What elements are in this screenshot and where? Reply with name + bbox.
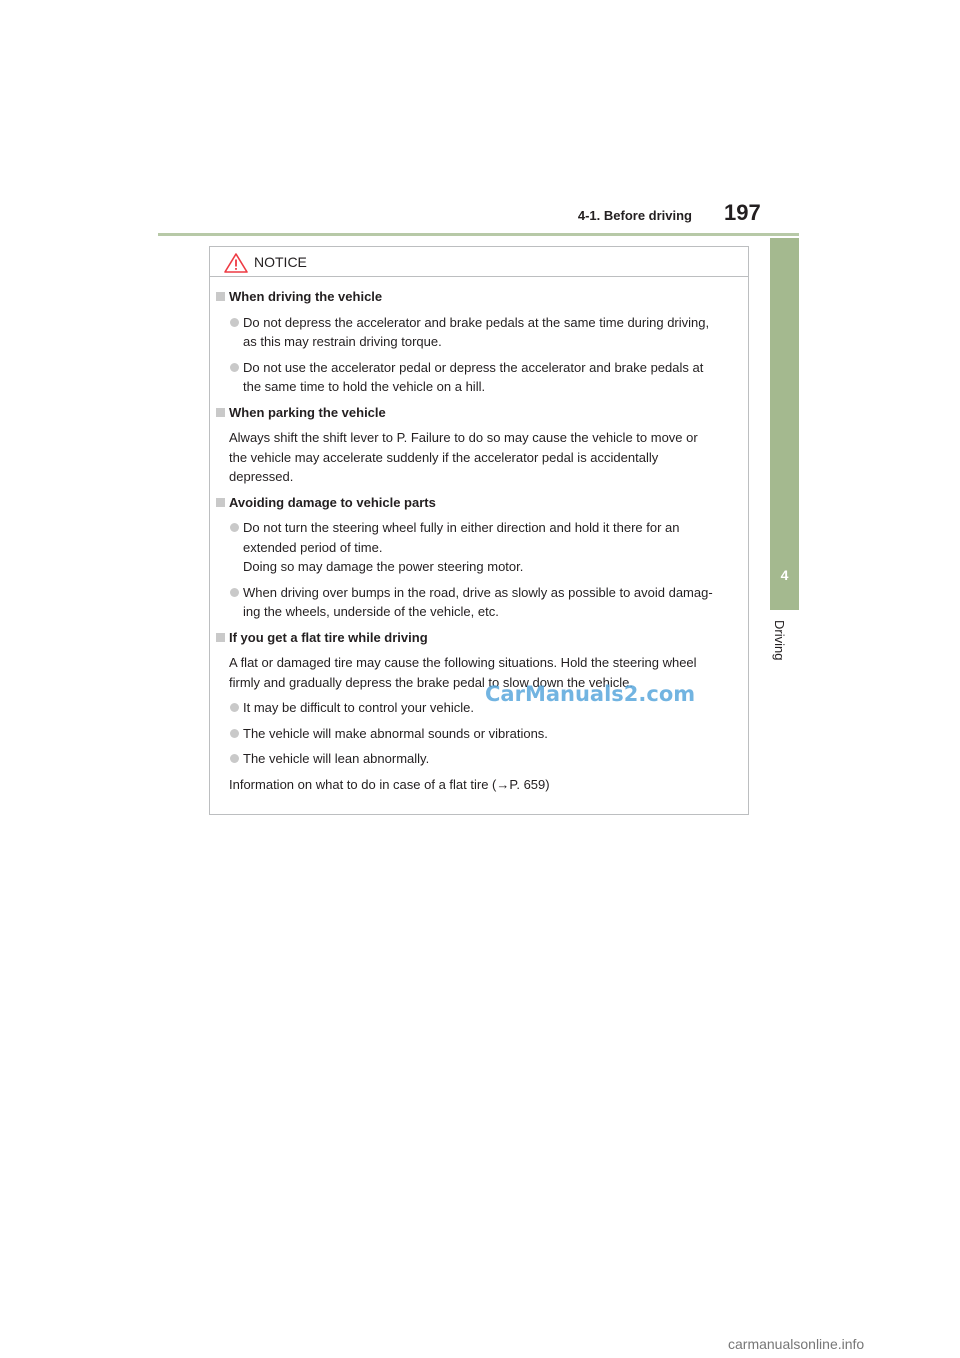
notice-content [210,287,748,800]
list-item: The vehicle will lean abnormally. [210,749,748,769]
round-bullet-icon [230,523,239,532]
round-bullet-icon [230,318,239,327]
round-bullet-icon [230,588,239,597]
list-item: When driving over bumps in the road, drive as slowly as possible to avoid damag- ing the wheels, underside of the vehicle, etc. [210,583,748,622]
list-item: It may be difficult to control your vehicle. [210,698,748,718]
round-bullet-icon [230,729,239,738]
round-bullet-icon [230,363,239,372]
chapter-label-text: Driving [772,620,787,661]
section-heading: Avoiding damage to vehicle parts [210,493,748,513]
cross-reference: Information on what to do in case of a flat tire (→P. 659) [229,776,550,792]
list-item: The vehicle will make abnormal sounds or vibrations. [210,724,748,744]
section-heading: When parking the vehicle [210,403,748,423]
chapter-label [764,620,804,680]
square-bullet-icon [216,408,225,417]
header-rule [158,233,799,236]
section-heading: When driving the vehicle [210,287,748,307]
page-number: 197 [724,200,761,225]
section-heading: If you get a flat tire while driving [210,628,748,648]
square-bullet-icon [216,633,225,642]
watermark: CarManuals2.com [485,682,696,706]
chapter-number: 4 [780,567,789,583]
list-item: Do not use the accelerator pedal or depress the accelerator and brake pedals at the same time to hold the vehicle on a hill. [210,358,748,397]
square-bullet-icon [216,292,225,301]
list-item: Do not turn the steering wheel fully in either direction and hold it there for an extended period of time. Doing so may damage the power steering motor. [210,518,748,577]
chapter-tab [770,238,799,610]
square-bullet-icon [216,498,225,507]
footer-watermark: carmanualsonline.info [728,1336,865,1352]
list-item: Do not depress the accelerator and brake pedals at the same time during driving, as this may restrain driving torque. [210,313,748,352]
warning-triangle-icon [224,253,248,273]
round-bullet-icon [230,703,239,712]
notice-box [209,246,749,815]
section-title: 4-1. Before driving [577,208,692,223]
paragraph: A flat or damaged tire may cause the following situations. Hold the steering wheel firmly and gradually depress the brake pedal to slow down the vehicle. [229,655,697,690]
notice-title: NOTICE [254,254,307,270]
round-bullet-icon [230,754,239,763]
notice-header [210,247,748,277]
paragraph: Always shift the shift lever to P. Failure to do so may cause the vehicle to move or the vehicle may accelerate suddenly if the accelerator pedal is accidentally depressed. [229,430,698,484]
